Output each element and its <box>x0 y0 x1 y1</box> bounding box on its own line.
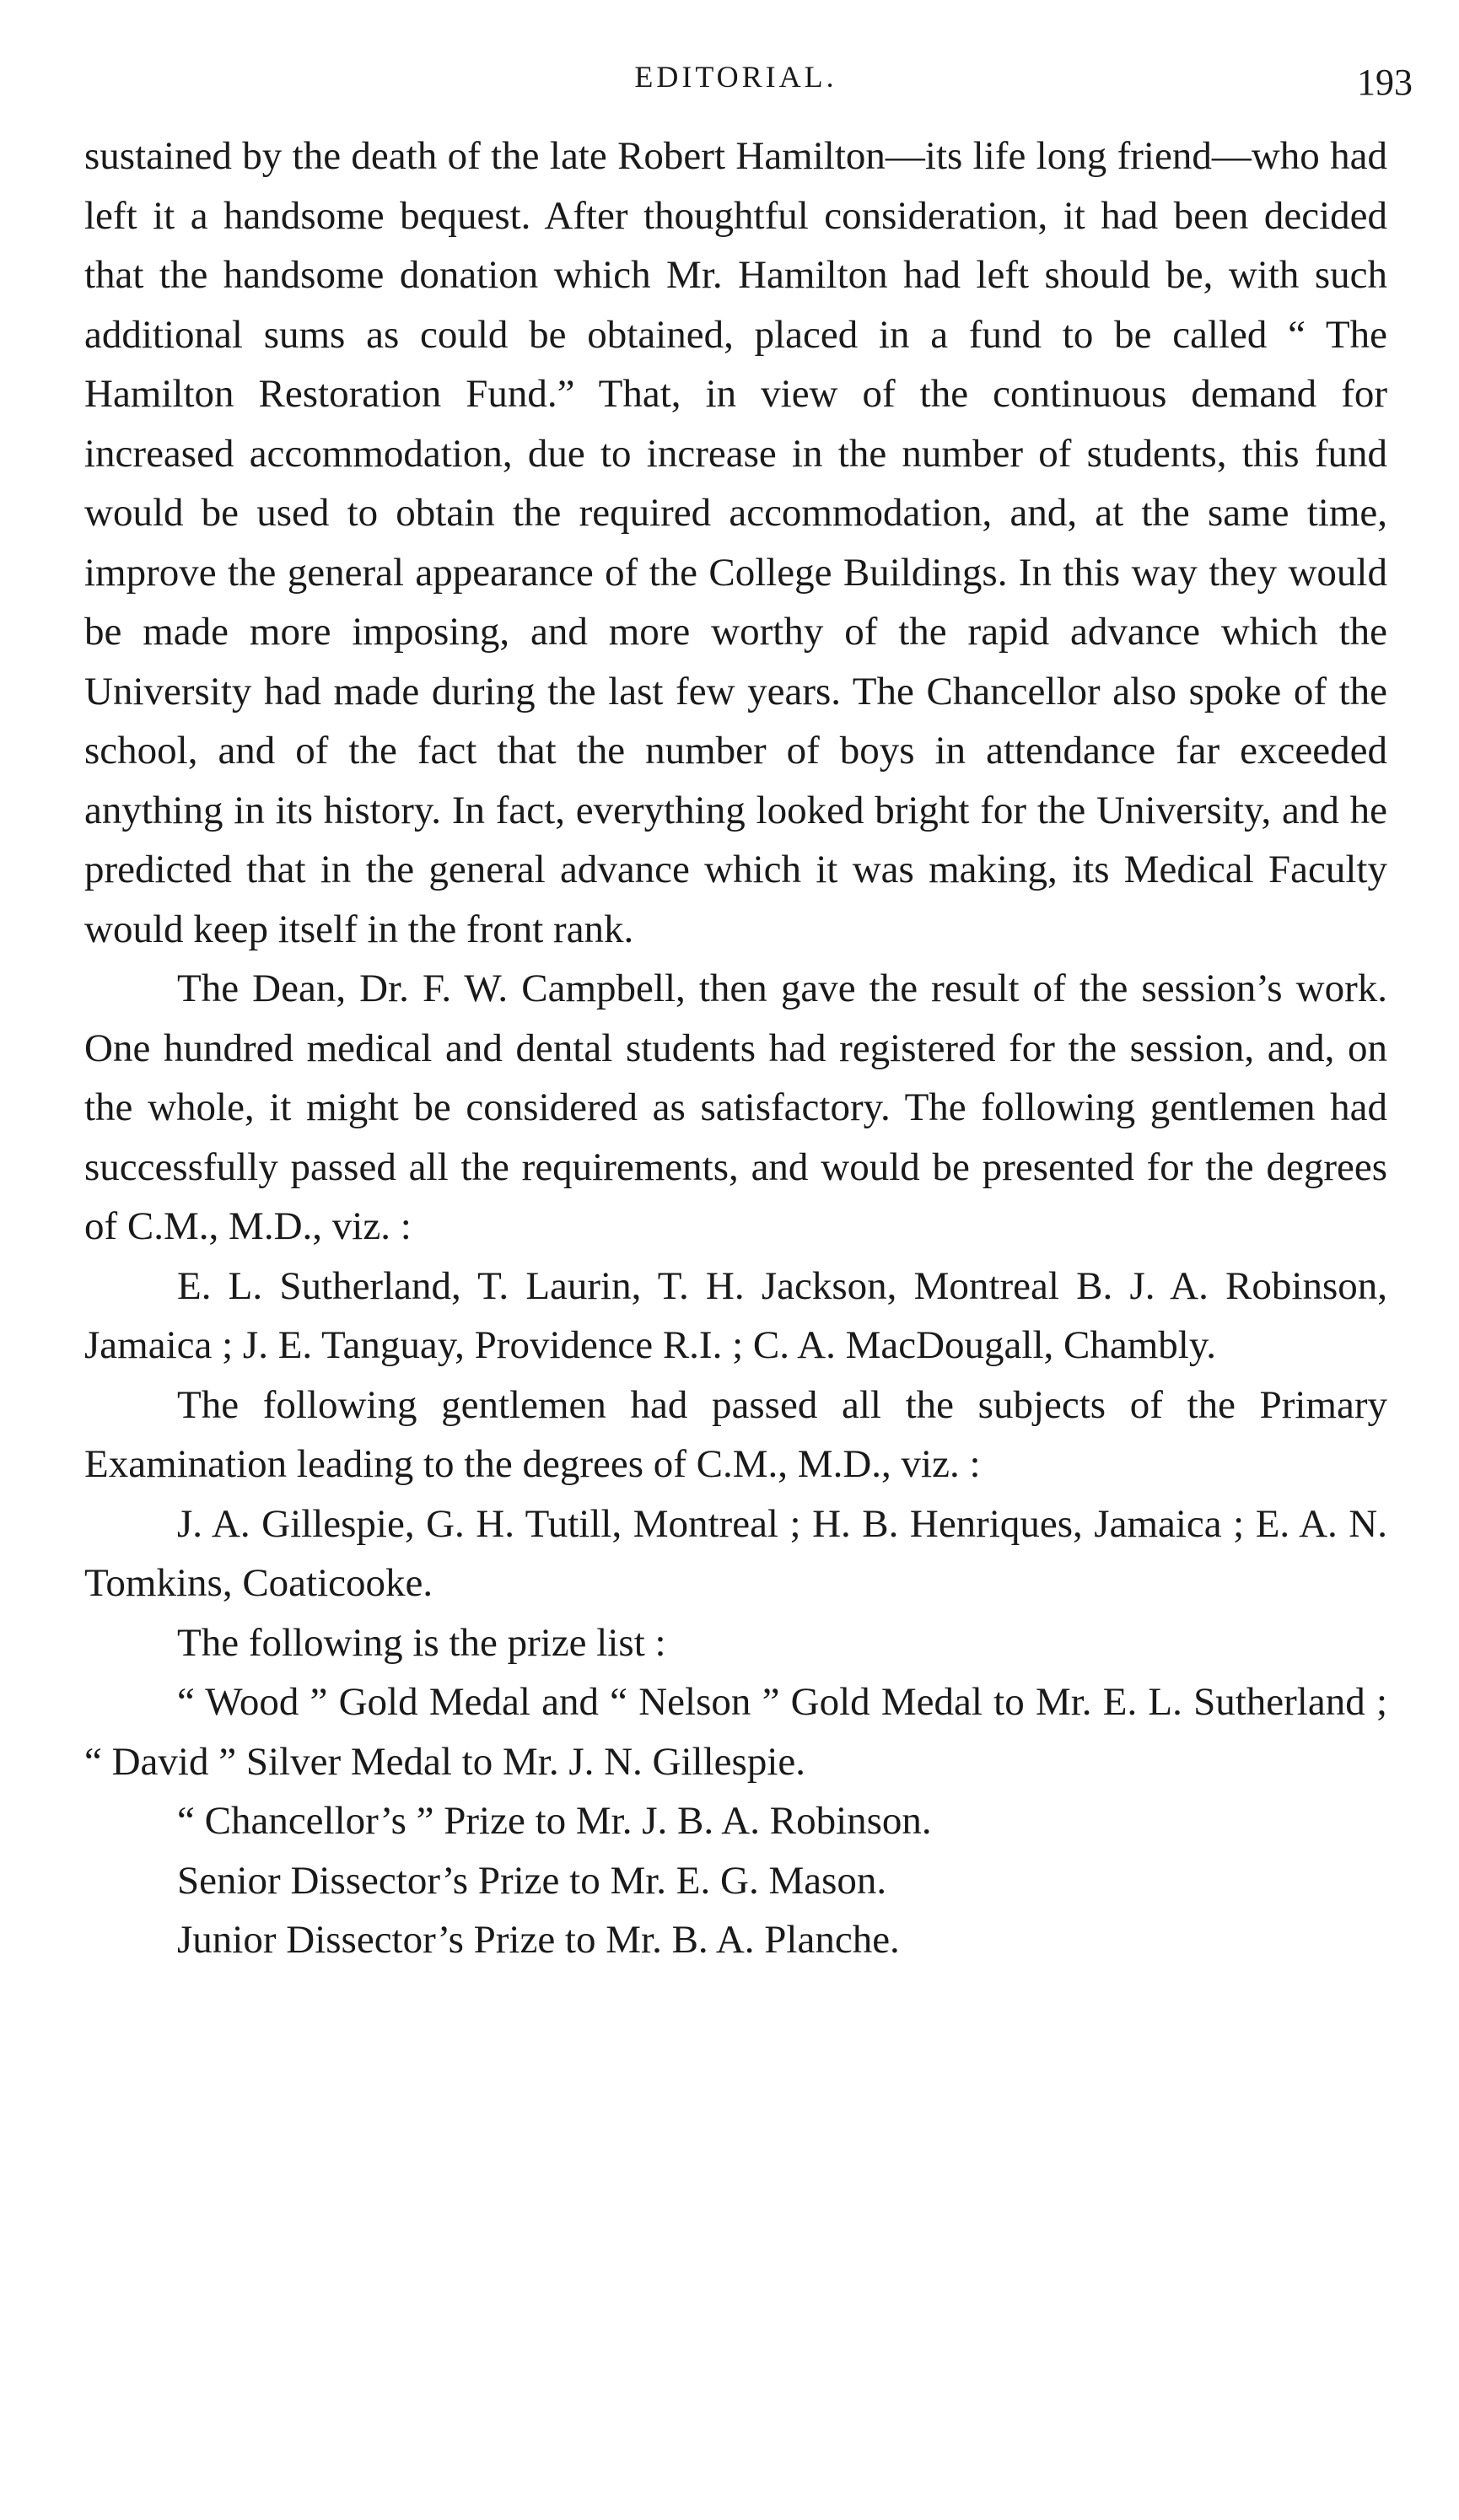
running-title: EDITORIAL. <box>634 60 837 94</box>
page-number: 193 <box>1357 62 1413 103</box>
paragraph-medals: “ Wood ” Gold Medal and “ Nelson ” Gold Medal to Mr. E. L. Sutherland ; “ David ” Silver Medal to Mr. J. N. Gillespie. <box>84 1680 1387 1784</box>
document-page <box>84 51 1413 1970</box>
paragraph-dean-report: The Dean, Dr. F. W. Campbell, then gave the result of the session’s work. One hundred medical and dental students had registered for the session, and, on the whole, it might be considered as satisfactory. The following gentlemen had successfully passed all the requirements, and would be presented for the degrees of C.M., M.D., viz. : <box>84 967 1387 1248</box>
paragraph-junior-dissector-prize: Junior Dissector’s Prize to Mr. B. A. Planche. <box>177 1918 900 1962</box>
page-header <box>84 51 1413 127</box>
paragraph-primary-exam: The following gentlemen had passed all the subjects of the Primary Examination leading to the degrees of C.M., M.D., viz. : <box>84 1382 1387 1486</box>
paragraph-prize-list-intro: The following is the prize list : <box>177 1620 666 1665</box>
paragraph-graduates-list: E. L. Sutherland, T. Laurin, T. H. Jackson, Montreal B. J. A. Robinson, Jamaica ; J. E. Tanguay, Providence R.I. ; C. A. MacDougall, Chambly. <box>84 1263 1387 1367</box>
paragraph-primary-exam-list: J. A. Gillespie, G. H. Tutill, Montreal ; H. B. Henriques, Jamaica ; E. A. N. Tomkins, Coaticooke. <box>84 1501 1387 1605</box>
paragraph-continuation: sustained by the death of the late Robert Hamilton—its life long friend—who had left it a handsome bequest. After thoughtful consideration, it had been decided that the handsome donation which Mr. Hamilton had left should be, with such additional sums as could be obtained, placed in a fund to be called “ The Hamilton Restoration Fund.” That, in view of the continuous demand for increased accommodation, due to increase in the number of students, this fund would be used to obtain the required accommodation, and, at the same time, improve the general appearance of the College Buildings. In this way they would be made more imposing, and more worthy of the rapid advance which the University had made during the last few years. The Chancellor also spoke of the school, and of the fact that the number of boys in attendance far exceeded anything in its history. In fact, everything looked bright for the University, and he predicted that in the general advance which it was making, its Medical Faculty would keep itself in the front rank. <box>84 134 1387 951</box>
paragraph-chancellors-prize: “ Chancellor’s ” Prize to Mr. J. B. A. Robinson. <box>177 1799 932 1843</box>
page-body <box>84 127 1387 1970</box>
paragraph-senior-dissector-prize: Senior Dissector’s Prize to Mr. E. G. Mason. <box>177 1858 887 1903</box>
